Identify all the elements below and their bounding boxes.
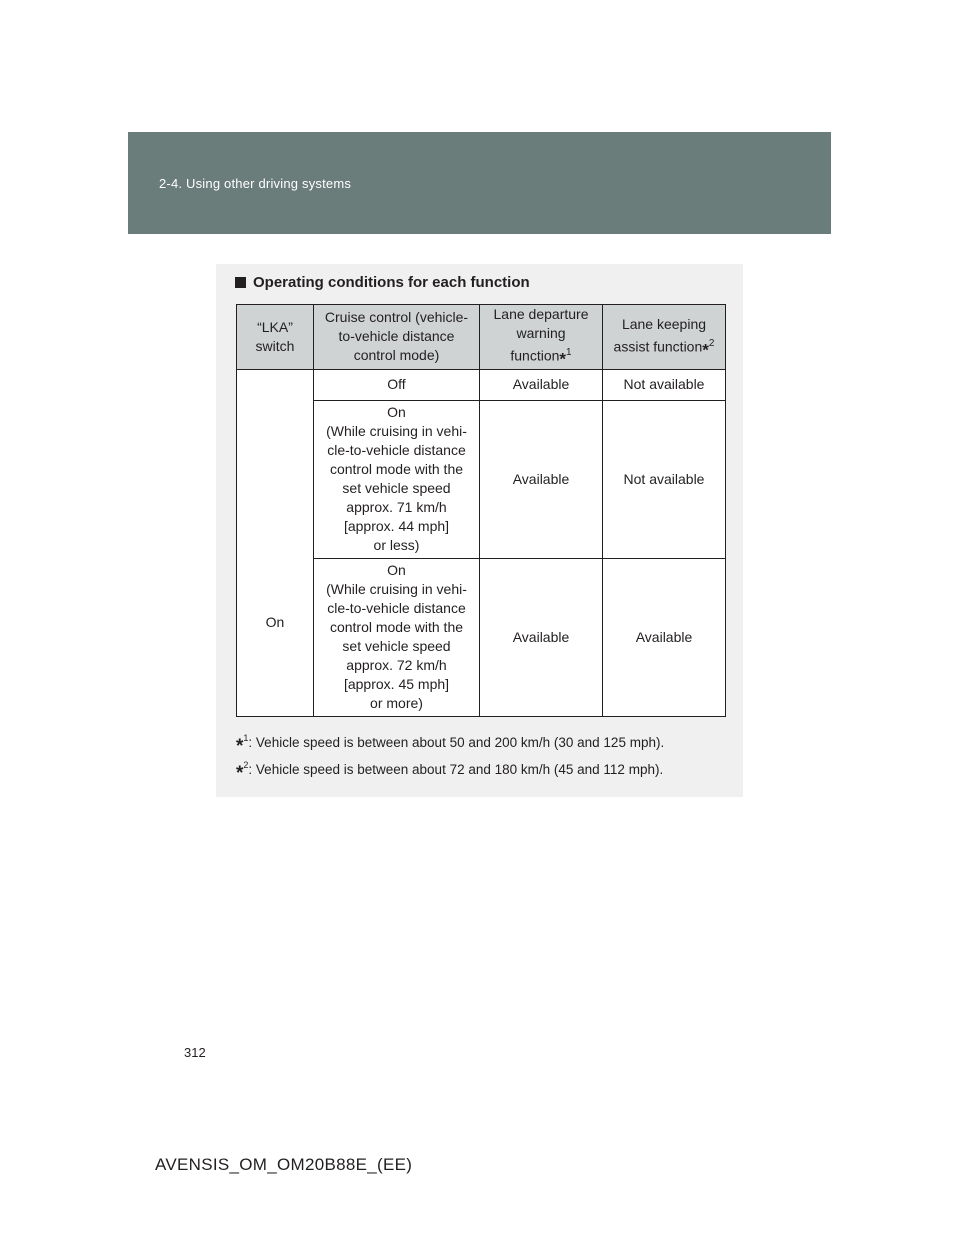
lane-keeping-cell: Not available <box>603 369 726 400</box>
cruise-line: or less) <box>373 537 420 554</box>
cruise-line: Off <box>387 376 406 393</box>
cruise-line: [approx. 45 mph] <box>343 676 450 693</box>
cruise-line: set vehicle speed <box>342 480 451 497</box>
page-number: 312 <box>184 1045 206 1060</box>
lane-keeping-cell: Not available <box>603 400 726 558</box>
asterisk-icon: * <box>559 349 567 369</box>
cruise-line: control mode with the <box>329 619 464 636</box>
header-lane-keeping <box>603 305 726 370</box>
footnote-1 <box>236 733 664 758</box>
section-header-bar <box>128 132 831 234</box>
square-bullet-icon <box>235 277 246 288</box>
section-title: 2-4. Using other driving systems <box>159 176 352 191</box>
footnote-ref: 1 <box>566 347 572 358</box>
footnote-2 <box>236 760 663 785</box>
lane-departure-cell: Available <box>480 400 603 558</box>
footnote-ref: 2 <box>708 337 715 349</box>
cruise-line: approx. 72 km/h <box>346 657 447 674</box>
footnote-mark: 1 <box>243 733 249 743</box>
asterisk-icon: * <box>702 340 709 360</box>
header-lane-keeping-text: Lane keeping assist function <box>613 315 707 355</box>
cruise-line: (While cruising in vehi- <box>326 423 467 440</box>
header-cruise-control: Cruise control (vehicle-to-vehicle distance control mode) <box>314 305 480 370</box>
table-header-row <box>237 305 726 370</box>
cruise-line: cle-to-vehicle distance <box>327 442 466 459</box>
cruise-state-cell <box>314 400 480 558</box>
footnote-mark: 2 <box>243 760 249 770</box>
header-lane-departure-text: Lane departure warning function <box>493 306 589 364</box>
cruise-line: control mode with the <box>329 461 464 478</box>
asterisk-icon: * <box>236 736 244 757</box>
cruise-line: cle-to-vehicle distance <box>327 600 466 617</box>
cruise-line: (While cruising in vehi- <box>326 581 467 598</box>
lane-keeping-cell: Available <box>603 558 726 716</box>
cruise-state-cell <box>314 369 480 400</box>
cruise-line: On <box>387 404 406 421</box>
section-heading-text: Operating conditions for each function <box>253 274 530 291</box>
document-code: AVENSIS_OM_OM20B88E_(EE) <box>155 1155 413 1174</box>
header-lane-departure <box>480 305 603 370</box>
cruise-line: [approx. 44 mph] <box>343 518 450 535</box>
header-lka-switch: “LKA” switch <box>237 305 314 370</box>
cruise-line: On <box>387 562 406 579</box>
cruise-state-cell <box>314 558 480 716</box>
section-heading <box>235 274 530 291</box>
operating-conditions-table <box>236 304 726 717</box>
cruise-line: set vehicle speed <box>342 638 451 655</box>
switch-state-cell: On <box>237 369 314 716</box>
cruise-line: approx. 71 km/h <box>346 499 447 516</box>
footnote-text: : Vehicle speed is between about 72 and 180 km/h (45 and 112 mph). <box>248 762 664 777</box>
lane-departure-cell: Available <box>480 558 603 716</box>
cruise-line: or more) <box>370 695 423 712</box>
asterisk-icon: * <box>236 763 244 784</box>
operating-conditions-panel <box>216 264 743 797</box>
lane-departure-cell: Available <box>480 369 603 400</box>
footnote-text: : Vehicle speed is between about 50 and 200 km/h (30 and 125 mph). <box>248 735 665 750</box>
table-row <box>237 369 726 400</box>
